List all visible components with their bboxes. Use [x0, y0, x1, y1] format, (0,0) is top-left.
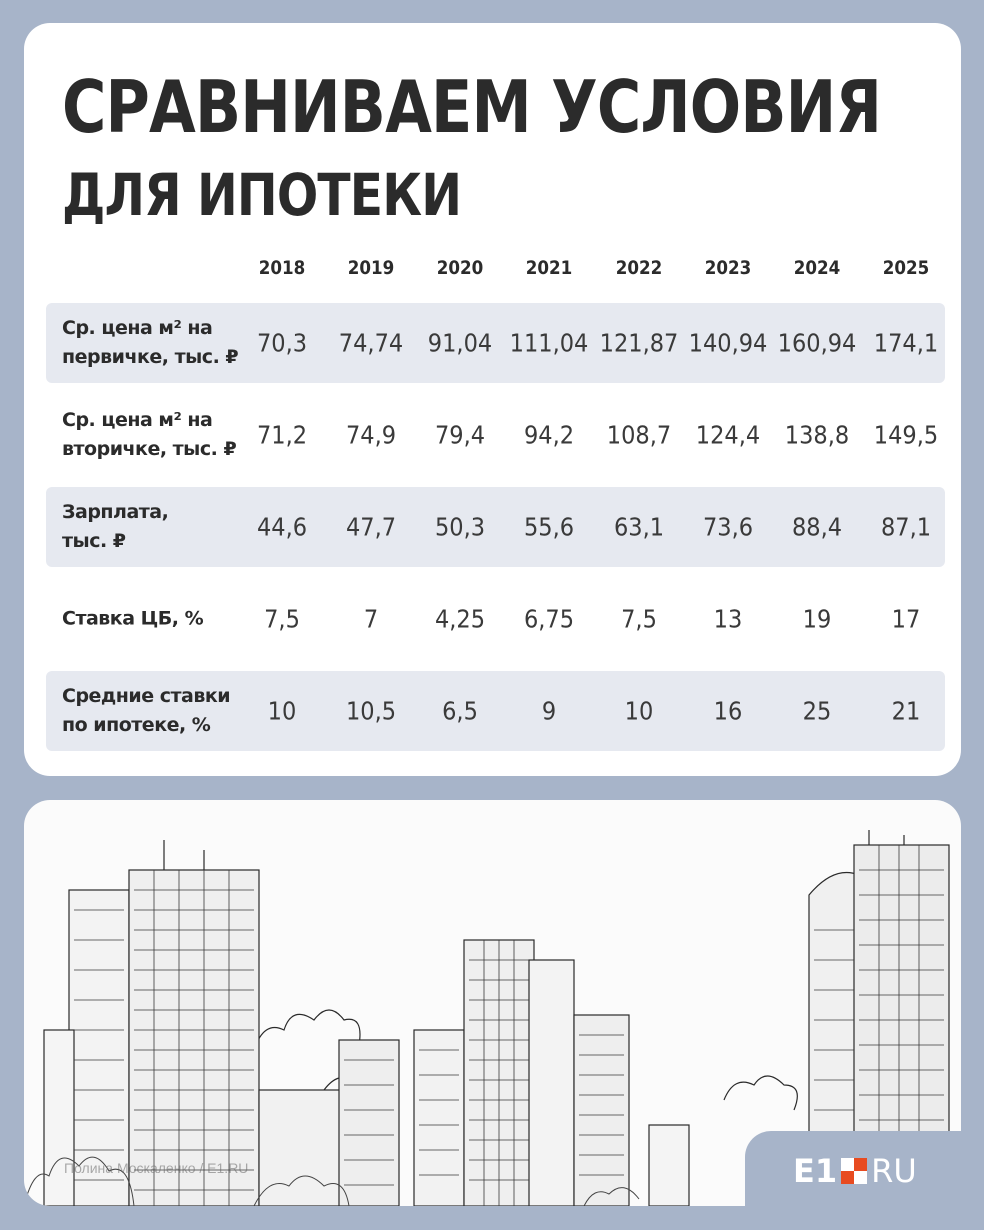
table-cell: 6,75 [523, 604, 575, 634]
table-cell: 16 [713, 696, 743, 726]
table-cell: 71,2 [256, 420, 308, 450]
table-row [46, 303, 945, 383]
table-cell: 7,5 [621, 604, 657, 634]
row-label: Ср. цена м² на первичке, тыс. ₽ [62, 317, 239, 368]
logo-e1-text: E1 [793, 1152, 838, 1190]
table-cell: 50,3 [434, 512, 486, 542]
year-header-row [24, 257, 961, 287]
row-label: Зарплата, тыс. ₽ [62, 501, 169, 552]
table-cell: 44,6 [256, 512, 308, 542]
page-subtitle: ДЛЯ ИПОТЕКИ [62, 161, 462, 229]
year-header: 2020 [436, 257, 484, 279]
table-cell: 108,7 [606, 420, 672, 450]
table-cell: 25 [802, 696, 832, 726]
table-cell: 74,9 [345, 420, 397, 450]
table-cell: 149,5 [873, 420, 939, 450]
table-cell: 7,5 [264, 604, 300, 634]
table-cell: 10 [624, 696, 654, 726]
logo-ru-text: RU [871, 1152, 917, 1190]
table-cell: 9 [541, 696, 557, 726]
table-cell: 6,5 [442, 696, 478, 726]
table-cell: 91,04 [427, 328, 493, 358]
logo-square-icon [841, 1158, 867, 1184]
table-cell: 160,94 [777, 328, 857, 358]
table-cell: 124,4 [695, 420, 761, 450]
table-row [46, 395, 945, 475]
table-row [46, 579, 945, 659]
row-label: Ср. цена м² на вторичке, тыс. ₽ [62, 409, 237, 460]
table-cell: 63,1 [613, 512, 665, 542]
table-cell: 55,6 [523, 512, 575, 542]
table-cell: 17 [891, 604, 921, 634]
table-cell: 140,94 [688, 328, 768, 358]
table-cell: 7 [363, 604, 379, 634]
table-cell: 13 [713, 604, 743, 634]
table-row [46, 671, 945, 751]
logo-area [745, 1131, 961, 1206]
table-cell: 21 [891, 696, 921, 726]
row-label: Ставка ЦБ, % [62, 607, 204, 630]
table-cell: 111,04 [509, 328, 589, 358]
table-cell: 79,4 [434, 420, 486, 450]
table-cell: 174,1 [873, 328, 939, 358]
table-cell: 138,8 [784, 420, 850, 450]
year-header: 2024 [793, 257, 841, 279]
table-cell: 88,4 [791, 512, 843, 542]
year-header: 2019 [347, 257, 395, 279]
table-cell: 87,1 [880, 512, 932, 542]
e1-logo[interactable] [793, 1151, 917, 1191]
year-header: 2021 [525, 257, 573, 279]
photo-credit: Полина Москаленко / E1.RU [64, 1160, 249, 1176]
table-card [24, 23, 961, 776]
table-cell: 4,25 [434, 604, 486, 634]
year-header: 2022 [615, 257, 663, 279]
table-cell: 73,6 [702, 512, 754, 542]
table-cell: 47,7 [345, 512, 397, 542]
year-header: 2023 [704, 257, 752, 279]
row-label: Средние ставки по ипотеке, % [62, 685, 231, 736]
table-cell: 94,2 [523, 420, 575, 450]
table-cell: 74,74 [338, 328, 404, 358]
year-header: 2018 [258, 257, 306, 279]
year-header: 2025 [882, 257, 930, 279]
table-row [46, 487, 945, 567]
table-cell: 19 [802, 604, 832, 634]
table-cell: 70,3 [256, 328, 308, 358]
page-title: СРАВНИВАЕМ УСЛОВИЯ [62, 65, 882, 149]
table-cell: 121,87 [599, 328, 679, 358]
table-cell: 10 [267, 696, 297, 726]
table-cell: 10,5 [345, 696, 397, 726]
